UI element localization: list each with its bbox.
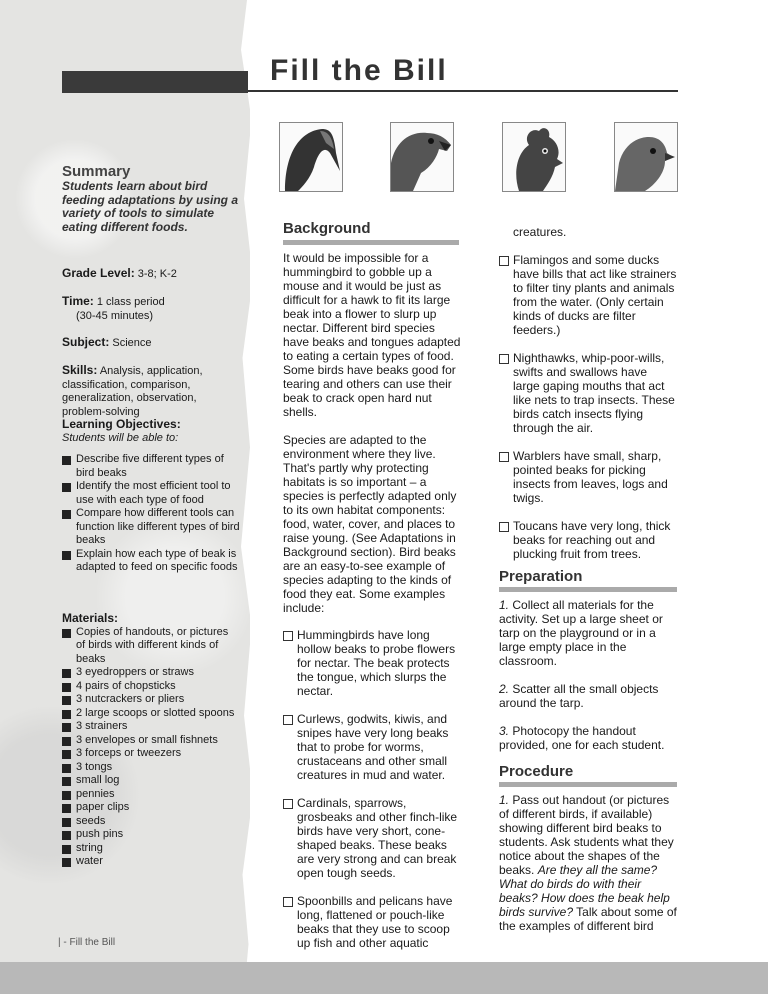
materials — [62, 612, 240, 869]
example-item: Spoonbills and pelicans have long, flattened or pouch-like beaks that they use to scoop up fish and other aquatic — [283, 894, 463, 950]
material-item: paper clips — [62, 801, 240, 815]
objective-item: Compare how different tools can function like different types of bird beaks — [62, 507, 240, 548]
time-value: 1 class period — [96, 296, 165, 308]
title-rule — [248, 90, 678, 92]
example-item: Toucans have very long, thick beaks for reaching out and plucking fruit from trees. — [499, 519, 677, 561]
procedure-text — [499, 793, 677, 933]
time-detail: (30-45 minutes) — [76, 309, 154, 322]
material-item: Copies of handouts, or pictures of birds with different kinds of beaks — [62, 626, 240, 667]
material-item: 2 large scoops or slotted spoons — [62, 707, 240, 721]
continued-text: creatures. — [513, 225, 567, 239]
bottom-bar — [0, 962, 768, 994]
material-item: string — [62, 842, 240, 856]
objectives-intro: Students will be able to: — [62, 431, 179, 444]
background-column — [283, 251, 463, 950]
material-item: 4 pairs of chopsticks — [62, 680, 240, 694]
right-column-examples — [499, 225, 677, 561]
grade-level — [62, 267, 240, 282]
preparation-step — [499, 682, 677, 710]
example-item: Cardinals, sparrows, grosbeaks and other finch-like birds have very short, cone-shaped beaks. These beaks are very strong and can break open tough seeds. — [283, 796, 463, 880]
material-item: seeds — [62, 815, 240, 829]
material-item: 3 envelopes or small fishnets — [62, 734, 240, 748]
material-item: 3 eyedroppers or straws — [62, 666, 240, 680]
step-number: 1. — [499, 793, 510, 807]
procedure-questions: Are they all the same? What do birds do with their beaks? How does the beak help birds survive? — [499, 863, 670, 919]
objective-item: Identify the most efficient tool to use with each type of food — [62, 480, 240, 507]
material-item: 3 forceps or tweezers — [62, 747, 240, 761]
objective-item: Explain how each type of beak is adapted to feed on specific foods — [62, 548, 240, 575]
background-rule — [283, 240, 459, 245]
step-text: Scatter all the small objects around the tarp. — [499, 682, 659, 710]
time-info — [62, 295, 240, 323]
rooster-head-icon — [502, 122, 566, 192]
example-item: Hummingbirds have long hollow beaks to probe flowers for nectar. The beak protects the tongue, which slurps the nectar. — [283, 628, 463, 698]
example-item: Curlews, godwits, kiwis, and snipes have very long beaks that to probe for worms, crustaceans and other small creatures in mud and water. — [283, 712, 463, 782]
hawk-head-icon — [390, 122, 454, 192]
skills-label: Skills: — [62, 363, 98, 377]
time-label: Time: — [62, 294, 94, 308]
subject-value: Science — [112, 337, 152, 349]
procedure-text-a: Pass out handout (or pictures of different birds, if available) showing different bird beaks to students. Ask students what they notice about the shapes of the beaks. — [499, 793, 674, 877]
background-paragraph: Species are adapted to the environment where they live. That's partly why protecting habitats is so important – a species is perfectly adapted only to its own habitat components: food, water, cover, and places to raise young. (See Adaptations in Background section). Bird beaks are an easy-to-see example of species adapting to the kinds of food they eat. Some examples include: — [283, 433, 457, 615]
preparation-steps — [499, 598, 677, 752]
procedure-text-b: Talk about some of the examples of different bird — [499, 905, 677, 933]
learning-objectives — [62, 418, 240, 575]
example-item: Warblers have small, sharp, pointed beaks for picking insects from leaves, logs and twigs. — [499, 449, 677, 505]
subject-info — [62, 336, 240, 351]
material-item: water — [62, 855, 240, 869]
material-item: 3 strainers — [62, 720, 240, 734]
example-item: Flamingos and some ducks have bills that act like strainers to filter tiny plants and animals from the water. (Only certain kinds of ducks are filter feeders.) — [499, 253, 677, 337]
material-item: pennies — [62, 788, 240, 802]
material-item: 3 nutcrackers or pliers — [62, 693, 240, 707]
skills-value: Analysis, application, classification, comparison, generalization, observation, problem-solving — [62, 365, 203, 418]
title-bar-decoration — [62, 71, 248, 93]
step-number: 2. — [499, 682, 510, 696]
preparation-heading: Preparation — [499, 568, 583, 585]
step-number: 1. — [499, 598, 510, 612]
objective-item: Describe five different types of bird beaks — [62, 453, 240, 480]
background-paragraph: It would be impossible for a hummingbird to gobble up a mouse and it would be just as difficult for a hawk to fit its large beak into a flower to slurp up nectar. Different bird species have beaks and tongues adapted to eating a certain types of food. Some birds have beaks good for tearing and others can use their beak to crack open hard nut shells. — [283, 251, 461, 419]
example-item: Nighthawks, whip-poor-wills, swifts and swallows have large gaping mouths that act like nets to trap insects. These birds catch insects flying through the air. — [499, 351, 677, 435]
grade-value: 3-8; K-2 — [137, 268, 177, 280]
sparrow-head-icon — [614, 122, 678, 192]
step-text: Photocopy the handout provided, one for each student. — [499, 724, 665, 752]
material-item: 3 tongs — [62, 761, 240, 775]
procedure-rule — [499, 782, 677, 787]
procedure-step — [499, 793, 677, 933]
subject-label: Subject: — [62, 335, 110, 349]
step-number: 3. — [499, 724, 510, 738]
procedure-heading: Procedure — [499, 763, 574, 780]
background-heading: Background — [283, 220, 371, 237]
material-item: small log — [62, 774, 240, 788]
material-item: push pins — [62, 828, 240, 842]
materials-heading: Materials: — [62, 611, 119, 625]
page-title: Fill the Bill — [270, 54, 448, 87]
summary-heading: Summary — [62, 163, 131, 180]
preparation-step — [499, 724, 677, 752]
skills-info — [62, 364, 240, 419]
preparation-step — [499, 598, 677, 668]
grade-label: Grade Level: — [62, 266, 135, 280]
page-footer: | - Fill the Bill — [58, 937, 116, 948]
summary-text: Students learn about bird feeding adaptations by using a variety of tools to simulate eating different foods. — [62, 179, 239, 234]
objectives-heading: Learning Objectives: — [62, 417, 181, 431]
hummingbird-bill-icon — [279, 122, 343, 192]
step-text: Collect all materials for the activity. Set up a large sheet or tarp on the playground or in a large empty place in the classroom. — [499, 598, 663, 668]
preparation-rule — [499, 587, 677, 592]
